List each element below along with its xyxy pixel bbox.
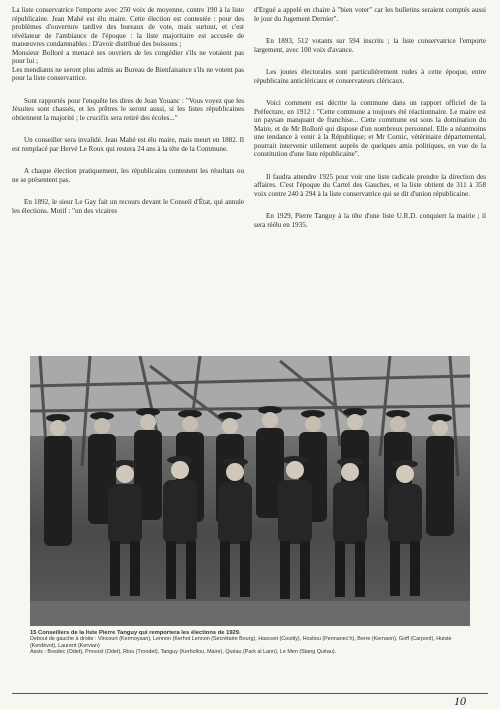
paragraph: Il faudra attendre 1925 pour voir une liste radicale prendre la direction des affaires. C'est l'époque du Cartel des Gauches, et la liste obtient de 311 à 358 voix contre 240 à 294 à la liste conservatrice qui se dit d'union républicaine. xyxy=(254,172,486,198)
paragraph: Les mendiants ne seront plus admis au Bureau de Bienfaisance s'ils ne votent pas pour la liste conservatrice. xyxy=(12,65,244,82)
paragraph: Sont rapportés pour l'enquête les dires de Jean Youanc : "Vous voyez que les Jésuites sont chassés, et les prêtres le seront aussi, si les listes républicaines obtiennent la majorité ; le crucifix sera retiré des écoles..." xyxy=(12,96,244,122)
paragraph: En 1893, 512 votants sur 594 inscrits ; la liste conservatrice l'emporte largement, avec 100 voix d'avance. xyxy=(254,37,486,54)
photo-caption xyxy=(30,630,470,656)
caption-standing: Debout de gauche à droite : Vincourt (Kermoysan), Lennon (Kerhot Lennon (Secrétaire Bourg), Hascoet (Coutily), Hostiou (Pennanec'h), Berre (Kernaon), Goff (Carpont), Huiste (Kerdévot), Laurent (Kervian) xyxy=(30,636,452,649)
right-column xyxy=(254,6,486,243)
footer-rule xyxy=(12,693,488,694)
paragraph: En 1929, Pierre Tanguy à la tête d'une liste U.R.D. conquiert la mairie ; il sera réélu en 1935. xyxy=(254,212,486,229)
page-number: 10 xyxy=(454,694,466,708)
paragraph: Voici comment est décrite la commune dans un rapport officiel de la Préfecture, en 1912 : "Cette commune a toujours été réactionnaire. Le maire est un paysan manquant de franchise... Cette commune est sous la domination du Maire, et de Mr Bolloré qui dispose d'un nombreux personnel. Elle a néanmoins une tendance à venir à la République; et Mr Cornic, vétérinaire départemental, pourrait intervenir utilement auprès de quelques amis politiques, en vue de la constitution d'une liste républicaine". xyxy=(254,99,486,158)
paragraph: d'Ergué a appelé en chaire à "bien voter" car les bulletins seraient comptés aussi le jour du Jugement Dernier". xyxy=(254,6,486,23)
group-photo xyxy=(30,356,470,626)
paragraph: A chaque élection pratiquement, les républicains contestent les résultats ou ne se présentent pas. xyxy=(12,167,244,184)
paragraph: Les joutes électorales sont particulièrement rudes à cette époque, entre républicains anticléricaux et conservateurs cléricaux. xyxy=(254,68,486,85)
paragraph-election-1881 xyxy=(12,6,244,83)
caption-seated: Assis : Bosdec (Odet), Provost (Odet), Riou (Troodet), Tanguy (Kerhollou, Maire), Quéau (Park al Lann), Le Men (Stang Quéau). xyxy=(30,649,337,656)
left-column xyxy=(12,6,244,229)
paragraph: En 1892, le sieur Le Gay fait un recours devant le Conseil d'État, qui annule les élections. Motif : "un des vicaires xyxy=(12,198,244,215)
caption-title: 15 Conseillers de la liste Pierre Tanguy qui remportera les élections de 1929. xyxy=(30,630,241,636)
paragraph: Monsieur Bolloré a menacé ses ouvriers de les congédier s'ils ne votaient pas pour lui ; xyxy=(12,48,244,65)
paragraph: La liste conservatrice l'emporte avec 250 voix de moyenne, contre 190 à la liste républicaine. Jean Mahé est élu maire. Cette élection est contestée : pour des problèmes d'ouverture tardive des bureaux de vote, mais surtout, et c'est révélateur de l'ambiance de l'époque : la liste majoritaire est accusée de manœuvres condamnables : D'avoir distribué des boissons ; xyxy=(12,6,244,48)
paragraph: Un conseiller sera invalidé. Jean Mahé est élu maire, mais meurt en 1882. Il est remplacé par Hervé Le Roux qui restera 24 ans à la tête de la Commune. xyxy=(12,136,244,153)
group-photo-image xyxy=(30,356,470,626)
